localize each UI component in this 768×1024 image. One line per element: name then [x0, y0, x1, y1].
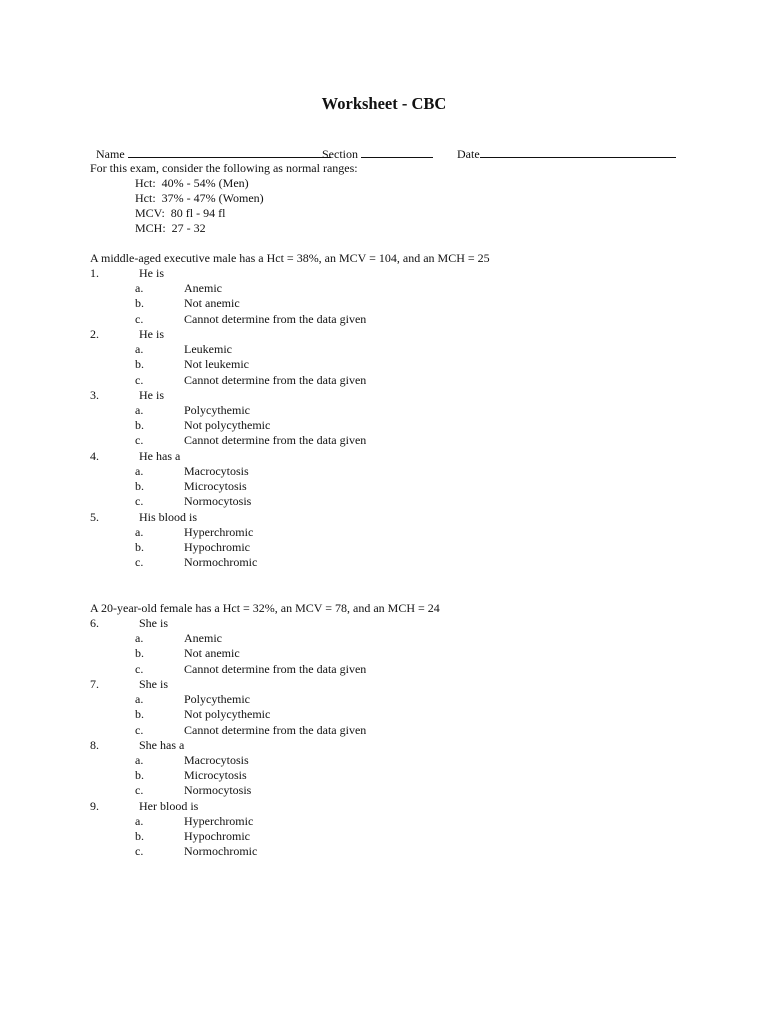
- option-letter[interactable]: a.: [135, 752, 144, 767]
- date-field[interactable]: [451, 130, 676, 162]
- option-text[interactable]: Hypochromic: [184, 539, 250, 554]
- name-label: Name: [96, 147, 125, 162]
- option-letter[interactable]: b.: [135, 418, 144, 433]
- option-letter[interactable]: b.: [135, 646, 144, 661]
- question-number: 6.: [90, 616, 99, 630]
- question-number: 5.: [90, 509, 99, 524]
- option-letter[interactable]: a.: [135, 813, 144, 828]
- date-label: Date: [457, 147, 480, 162]
- question-stem: He has a: [139, 448, 181, 463]
- option-letter[interactable]: a.: [135, 692, 144, 707]
- intro-text: For this exam, consider the following as normal ranges:: [90, 161, 358, 175]
- option-text[interactable]: Anemic: [184, 631, 222, 646]
- option-text[interactable]: Not polycythemic: [184, 707, 271, 722]
- option-letter[interactable]: b.: [135, 296, 144, 311]
- option-text[interactable]: Macrocytosis: [184, 463, 249, 478]
- option-text[interactable]: Normocytosis: [184, 494, 252, 509]
- option-letter[interactable]: a.: [135, 463, 144, 478]
- option-letter[interactable]: c.: [135, 311, 144, 326]
- question-number: 3.: [90, 387, 99, 402]
- option-text[interactable]: Cannot determine from the data given: [184, 661, 367, 676]
- option-text[interactable]: Not anemic: [184, 296, 240, 311]
- section-blank[interactable]: [361, 145, 433, 158]
- question-stem: He is: [139, 266, 164, 280]
- question-number: 2.: [90, 326, 99, 341]
- option-letter[interactable]: a.: [135, 281, 144, 296]
- option-letter[interactable]: c.: [135, 555, 144, 570]
- question-stem: She is: [139, 616, 169, 630]
- option-text[interactable]: Not anemic: [184, 646, 240, 661]
- option-text[interactable]: Polycythemic: [184, 402, 250, 417]
- case-2-scenario: A 20-year-old female has a Hct = 32%, an MCV = 78, and an MCH = 24: [90, 601, 440, 615]
- option-text[interactable]: Normochromic: [184, 844, 258, 859]
- page-title: Worksheet - CBC: [321, 94, 447, 113]
- option-text[interactable]: Cannot determine from the data given: [184, 722, 367, 737]
- option-letter[interactable]: a.: [135, 342, 144, 357]
- option-text[interactable]: Leukemic: [184, 342, 232, 357]
- option-letter[interactable]: c.: [135, 372, 144, 387]
- option-letter[interactable]: b.: [135, 768, 144, 783]
- case-1-scenario: A middle-aged executive male has a Hct = 38%, an MCV = 104, and an MCH = 25: [90, 251, 490, 265]
- option-letter[interactable]: c.: [135, 783, 144, 798]
- option-letter[interactable]: b.: [135, 479, 144, 494]
- option-letter[interactable]: b.: [135, 707, 144, 722]
- question-stem: She is: [139, 676, 169, 691]
- option-text[interactable]: Not polycythemic: [184, 418, 271, 433]
- option-text[interactable]: Normochromic: [184, 555, 258, 570]
- range-item: Hct: 40% - 54% (Men): [135, 176, 249, 190]
- range-item: MCH: 27 - 32: [135, 221, 206, 235]
- option-letter[interactable]: a.: [135, 524, 144, 539]
- option-text[interactable]: Anemic: [184, 281, 222, 296]
- option-text[interactable]: Macrocytosis: [184, 752, 249, 767]
- option-letter[interactable]: c.: [135, 433, 144, 448]
- option-letter[interactable]: c.: [135, 494, 144, 509]
- option-letter[interactable]: c.: [135, 844, 144, 859]
- name-field[interactable]: [90, 130, 331, 162]
- option-text[interactable]: Polycythemic: [184, 692, 250, 707]
- question-stem: His blood is: [139, 509, 198, 524]
- option-letter[interactable]: b.: [135, 357, 144, 372]
- option-letter[interactable]: a.: [135, 631, 144, 646]
- option-text[interactable]: Not leukemic: [184, 357, 249, 372]
- range-item: MCV: 80 fl - 94 fl: [135, 206, 226, 220]
- option-letter[interactable]: b.: [135, 539, 144, 554]
- range-item: Hct: 37% - 47% (Women): [135, 191, 264, 205]
- option-text[interactable]: Microcytosis: [184, 768, 247, 783]
- option-text[interactable]: Hyperchromic: [184, 524, 254, 539]
- question-number: 4.: [90, 448, 99, 463]
- section-field[interactable]: [316, 130, 433, 162]
- question-number: 8.: [90, 737, 99, 752]
- question-number: 9.: [90, 798, 99, 813]
- option-text[interactable]: Normocytosis: [184, 783, 252, 798]
- question-number: 7.: [90, 676, 99, 691]
- name-blank[interactable]: [128, 145, 331, 158]
- option-letter[interactable]: c.: [135, 661, 144, 676]
- question-number: 1.: [90, 266, 99, 280]
- question-stem: He is: [139, 326, 164, 341]
- question-stem: Her blood is: [139, 798, 199, 813]
- option-text[interactable]: Cannot determine from the data given: [184, 311, 367, 326]
- option-text[interactable]: Microcytosis: [184, 479, 247, 494]
- option-text[interactable]: Hypochromic: [184, 829, 250, 844]
- question-stem: He is: [139, 387, 164, 402]
- date-blank[interactable]: [480, 145, 676, 158]
- option-letter[interactable]: a.: [135, 402, 144, 417]
- question-stem: She has a: [139, 737, 185, 752]
- option-letter[interactable]: c.: [135, 722, 144, 737]
- option-letter[interactable]: b.: [135, 829, 144, 844]
- option-text[interactable]: Hyperchromic: [184, 813, 254, 828]
- section-label: Section: [322, 147, 358, 162]
- option-text[interactable]: Cannot determine from the data given: [184, 372, 367, 387]
- option-text[interactable]: Cannot determine from the data given: [184, 433, 367, 448]
